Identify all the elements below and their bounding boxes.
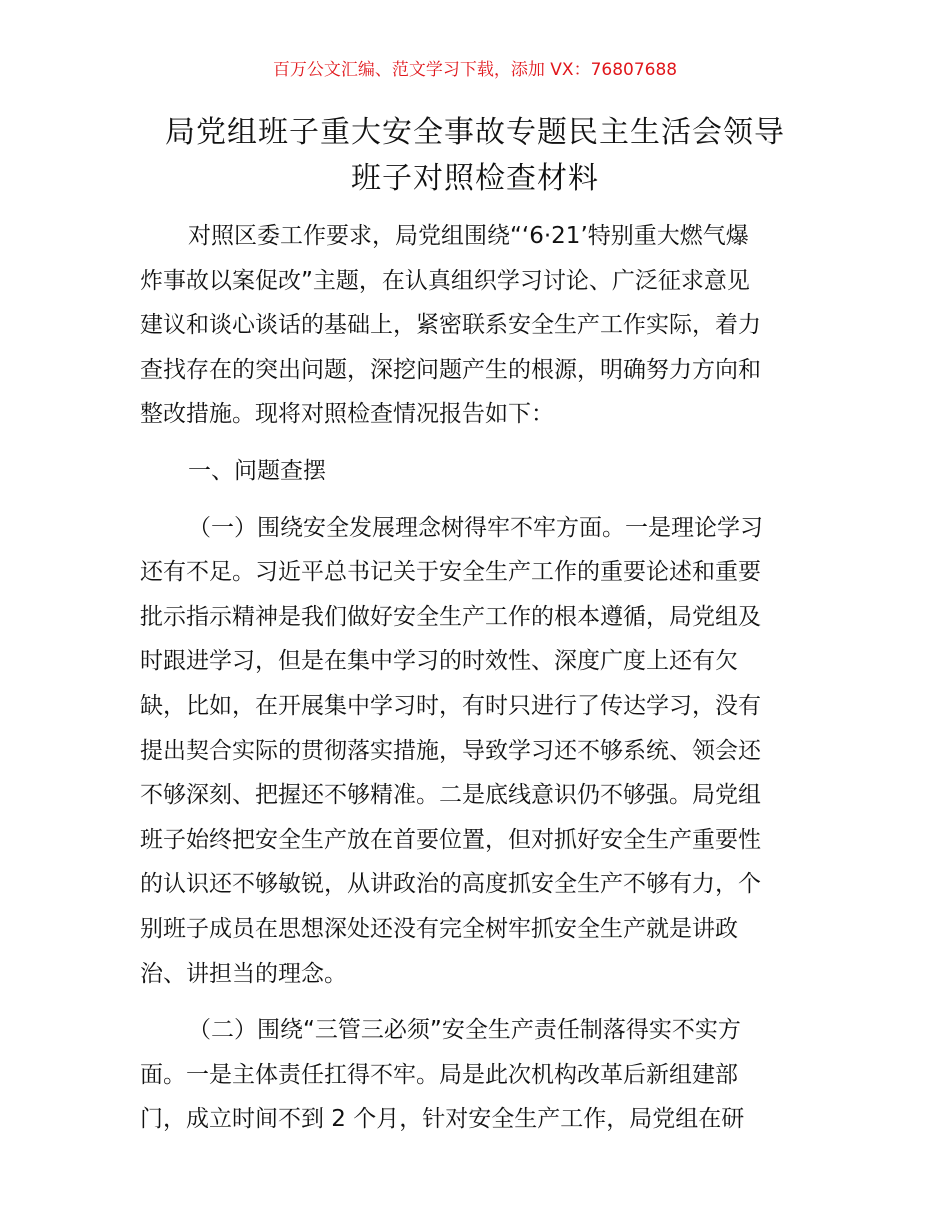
text-line: 门，成立时间不到 2 个月，针对安全生产工作，局党组在研 [140, 1106, 745, 1133]
text-line: 批示指示精神是我们做好安全生产工作的根本遵循，局党组及 [140, 603, 761, 630]
text-line: 面。一是主体责任扛得不牢。局是此次机构改革后新组建部 [140, 1061, 738, 1088]
paragraph-gap [140, 494, 815, 506]
text-line: 提出契合实际的贯彻落实措施，导致学习还不够系统、领会还 [140, 737, 761, 764]
text-line: 别班子成员在思想深处还没有完全树牢抓安全生产就是讲政 [140, 915, 738, 942]
text-line: 炸事故以案促改”主题，在认真组织学习讨论、广泛征求意见 [140, 267, 750, 294]
section-heading [140, 449, 815, 494]
promo-banner-text: 百万公文汇编、范文学习下载，添加 VX：76807688 [272, 60, 678, 80]
text-line: 查找存在的突出问题，深挖问题产生的根源，明确努力方向和 [140, 356, 761, 383]
paragraph-gap [140, 437, 815, 449]
title-line: 局党组班子重大安全事故专题民主生活会领导 [165, 115, 785, 150]
subsection-2-paragraph [140, 1008, 815, 1142]
text-line: 治、讲担当的理念。 [140, 960, 347, 987]
text-line: 不够深刻、把握还不够精准。二是底线意识仍不够强。局党组 [140, 782, 761, 809]
promo-banner [0, 56, 950, 84]
text-line: 整改措施。现将对照检查情况报告如下： [140, 401, 554, 428]
text-line: 班子始终把安全生产放在首要位置，但对抓好安全生产重要性 [140, 826, 761, 853]
text-line: 建议和谈心谈话的基础上，紧密联系安全生产工作实际，着力 [140, 312, 761, 339]
text-line: （二）围绕“三管三必须”安全生产责任制落得实不实方 [188, 1017, 741, 1044]
document-title [80, 110, 870, 202]
subsection-1-paragraph [140, 506, 815, 997]
text-line: 还有不足。习近平总书记关于安全生产工作的重要论述和重要 [140, 559, 761, 586]
text-line: 缺，比如，在开展集中学习时，有时只进行了传达学习，没有 [140, 692, 761, 719]
document-body [140, 214, 815, 1142]
text-line: 的认识还不够敏锐，从讲政治的高度抓安全生产不够有力，个 [140, 871, 761, 898]
text-line: 对照区委工作要求，局党组围绕“‘6·21’特别重大燃气爆 [188, 223, 749, 249]
text-line: 时跟进学习，但是在集中学习的时效性、深度广度上还有欠 [140, 648, 738, 675]
text-line: （一）围绕安全发展理念树得牢不牢方面。一是理论学习 [188, 514, 763, 541]
paragraph-gap [140, 996, 815, 1008]
section-heading-text: 一、问题查摆 [188, 457, 326, 484]
title-line: 班子对照检查材料 [351, 161, 599, 196]
intro-paragraph [140, 214, 815, 437]
